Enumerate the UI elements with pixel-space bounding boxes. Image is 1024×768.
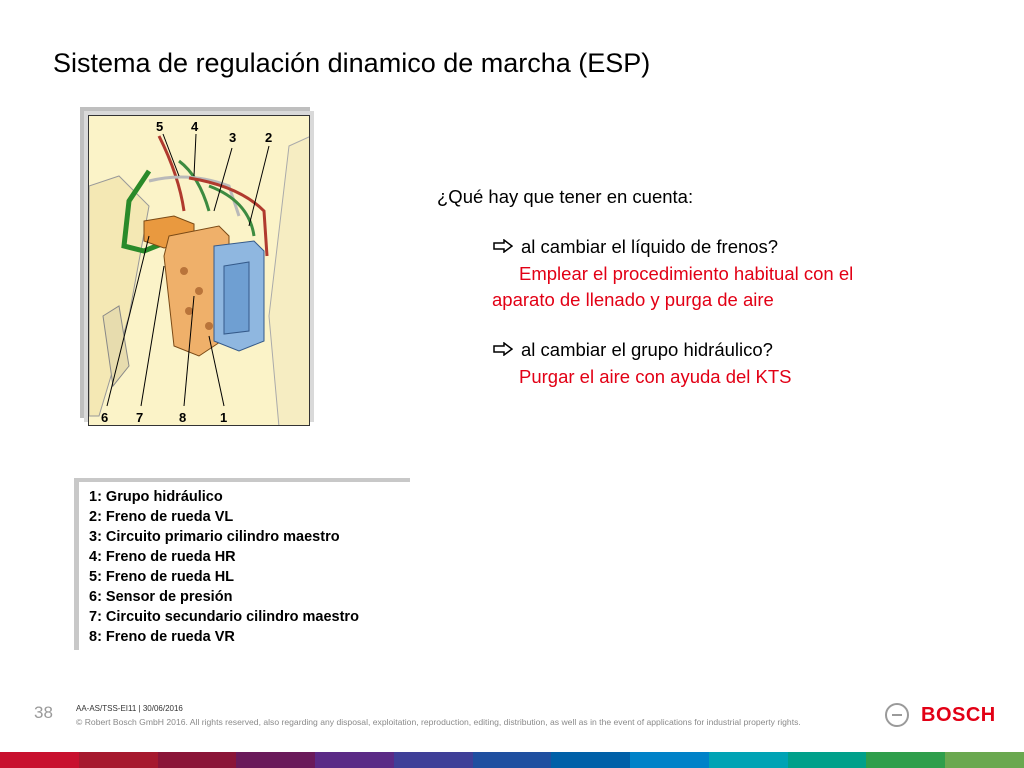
legend-border-left (74, 478, 79, 650)
item-label: al cambiar el líquido de frenos? (521, 236, 779, 257)
band-segment (236, 752, 315, 768)
slide-title: Sistema de regulación dinamico de marcha (ESP) (53, 48, 651, 78)
legend-item: 6: Sensor de presión (89, 589, 233, 605)
callout-5: 5 (156, 119, 164, 134)
callout-2: 2 (265, 130, 273, 145)
legend-item: 7: Circuito secundario cilindro maestro (89, 609, 359, 625)
item-hydraulic-unit (493, 339, 773, 361)
hydraulic-unit-drawing (89, 116, 310, 426)
legend-item: 5: Freno de rueda HL (89, 569, 235, 585)
bosch-logo (885, 703, 1005, 731)
callout-7: 7 (136, 410, 144, 425)
band-segment (0, 752, 79, 768)
item-brake-fluid (493, 236, 778, 258)
band-segment (473, 752, 552, 768)
legend-item: 3: Circuito primario cilindro maestro (89, 529, 340, 545)
page-number: 38 (34, 703, 53, 722)
hydraulic-unit-illustration (88, 115, 310, 426)
answer-line: Emplear el procedimiento habitual con el (519, 263, 854, 284)
legend-border-top (79, 478, 410, 482)
bosch-wordmark: BOSCH (921, 704, 996, 726)
callout-1: 1 (220, 410, 228, 425)
band-segment (709, 752, 788, 768)
copyright-notice: © Robert Bosch GmbH 2016. All rights reserved, also regarding any disposal, exploitation, reproduction, editing, distribution, as well as in the event of applications for industrial property rights. (76, 717, 801, 727)
arrow-right-outline-icon (493, 236, 513, 258)
legend-item: 2: Freno de rueda VL (89, 509, 234, 525)
answer-line: Purgar el aire con ayuda del KTS (519, 366, 792, 387)
legend-item: 4: Freno de rueda HR (89, 549, 236, 565)
arrow-right-outline-icon (493, 339, 513, 361)
item-label: al cambiar el grupo hidráulico? (521, 339, 773, 360)
brand-color-band (0, 752, 1024, 768)
legend-item: 8: Freno de rueda VR (89, 629, 235, 645)
callout-6: 6 (101, 410, 109, 425)
callout-4: 4 (191, 119, 199, 134)
band-segment (158, 752, 237, 768)
callout-8: 8 (179, 410, 187, 425)
legend (89, 487, 359, 647)
band-segment (788, 752, 867, 768)
callout-3: 3 (229, 130, 237, 145)
band-segment (630, 752, 709, 768)
band-segment (79, 752, 158, 768)
band-segment (315, 752, 394, 768)
question-heading: ¿Qué hay que tener en cuenta: (437, 186, 694, 207)
bosch-armature-icon (885, 703, 909, 727)
band-segment (866, 752, 945, 768)
band-segment (551, 752, 630, 768)
document-reference: AA-AS/TSS-EI11 | 30/06/2016 (76, 704, 183, 713)
legend-item: 1: Grupo hidráulico (89, 489, 223, 505)
band-segment (394, 752, 473, 768)
answer-line: aparato de llenado y purga de aire (492, 289, 774, 310)
band-segment (945, 752, 1024, 768)
